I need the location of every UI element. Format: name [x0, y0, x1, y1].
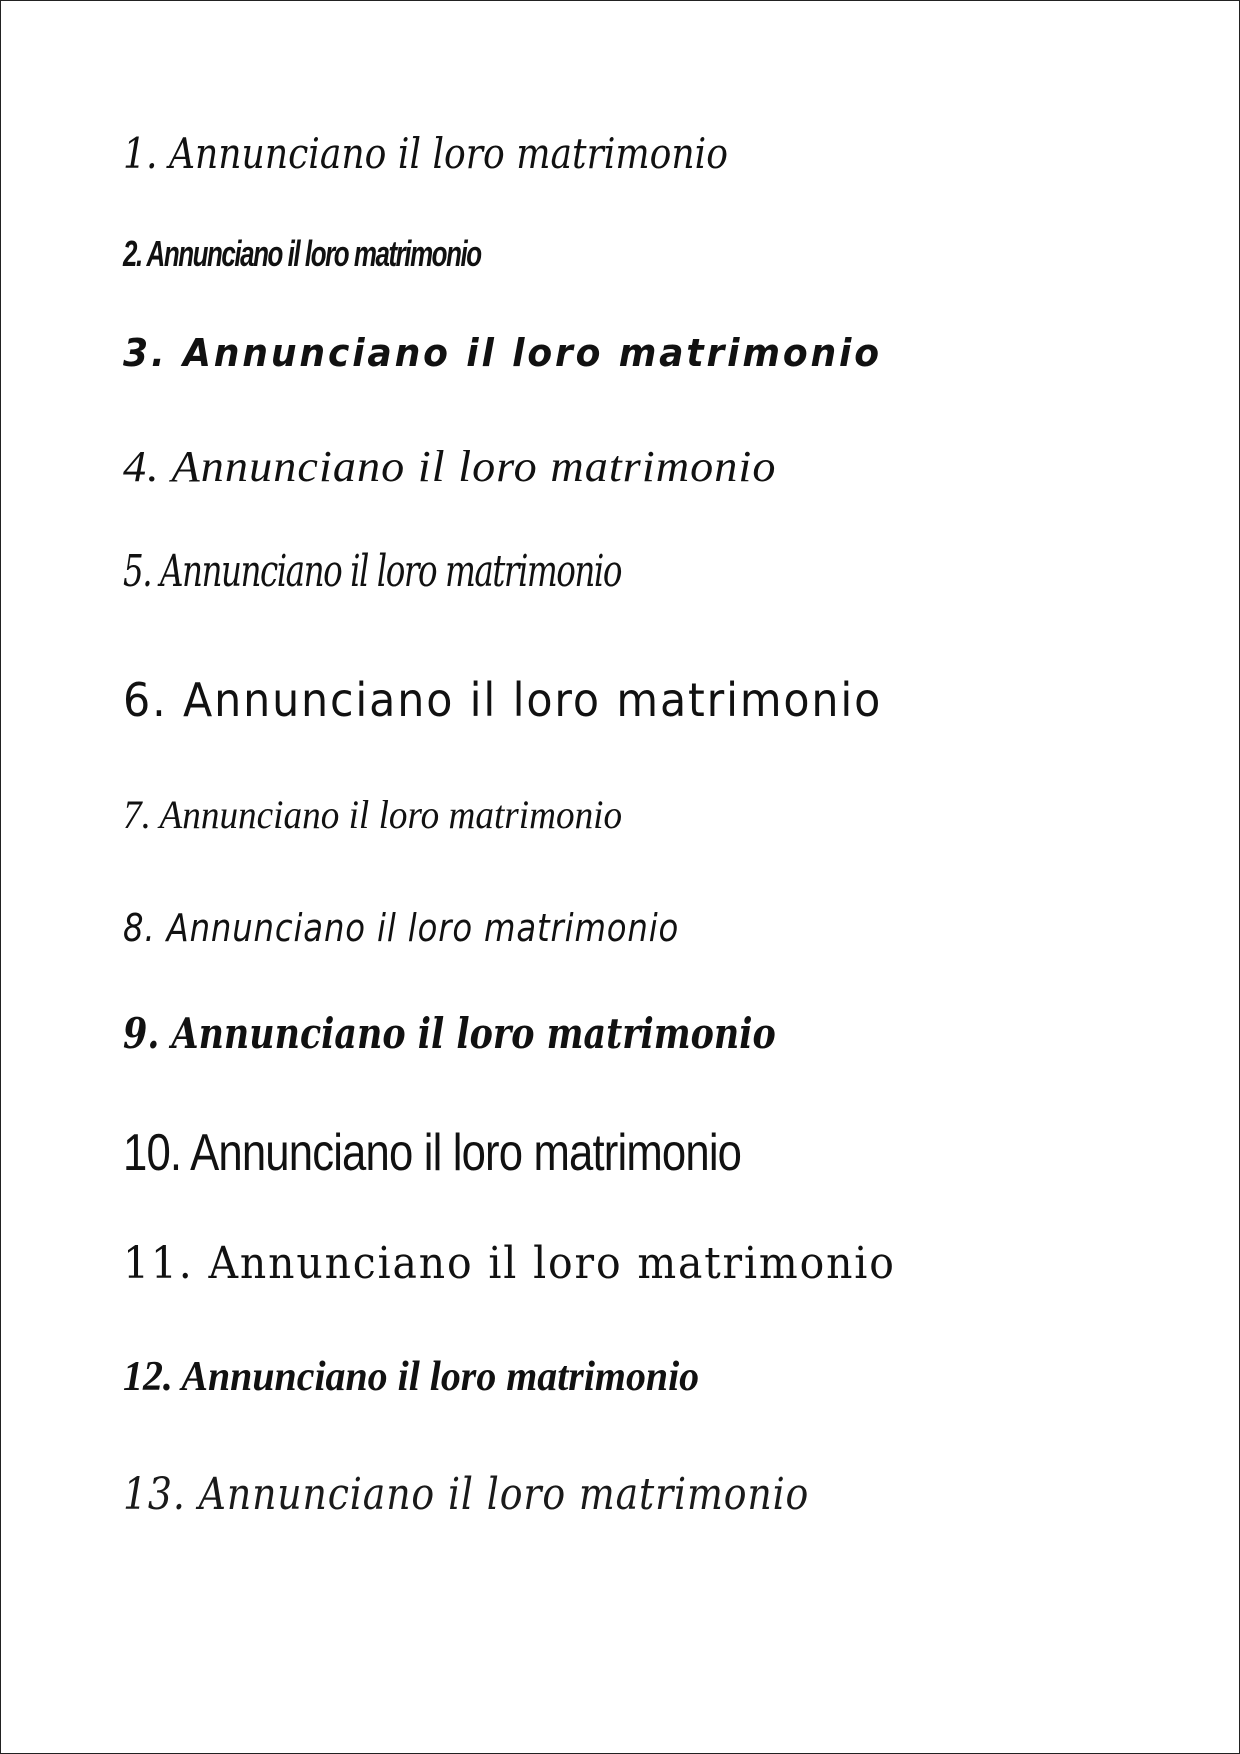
font-sample-4: 4. Annunciano il loro matrimonio — [123, 442, 777, 491]
font-sample-13: 13. Annunciano il loro matrimonio — [123, 1469, 810, 1520]
font-sample-12: 12. Annunciano il loro matrimonio — [123, 1354, 700, 1400]
font-sample-6: 6. Annunciano il loro matrimonio — [123, 673, 883, 727]
font-sample-7: 7. Annunciano il loro matrimonio — [123, 792, 623, 837]
font-sample-10: 10. Annunciano il loro matrimonio — [123, 1124, 742, 1182]
font-sample-8: 8. Annunciano il loro matrimonio — [123, 906, 680, 950]
font-sample-9: 9. Annunciano il loro matrimonio — [123, 1009, 776, 1058]
font-sample-2: 2. Annunciano il loro matrimonio — [123, 233, 481, 274]
font-sample-5: 5. Annunciano il loro matrimonio — [123, 546, 621, 597]
font-sample-1: 1. Annunciano il loro matrimonio — [123, 129, 728, 178]
font-sample-3: 3. Annunciano il loro matrimonio — [123, 331, 882, 375]
font-sample-11: 11. Annunciano il loro matrimonio — [123, 1238, 896, 1289]
